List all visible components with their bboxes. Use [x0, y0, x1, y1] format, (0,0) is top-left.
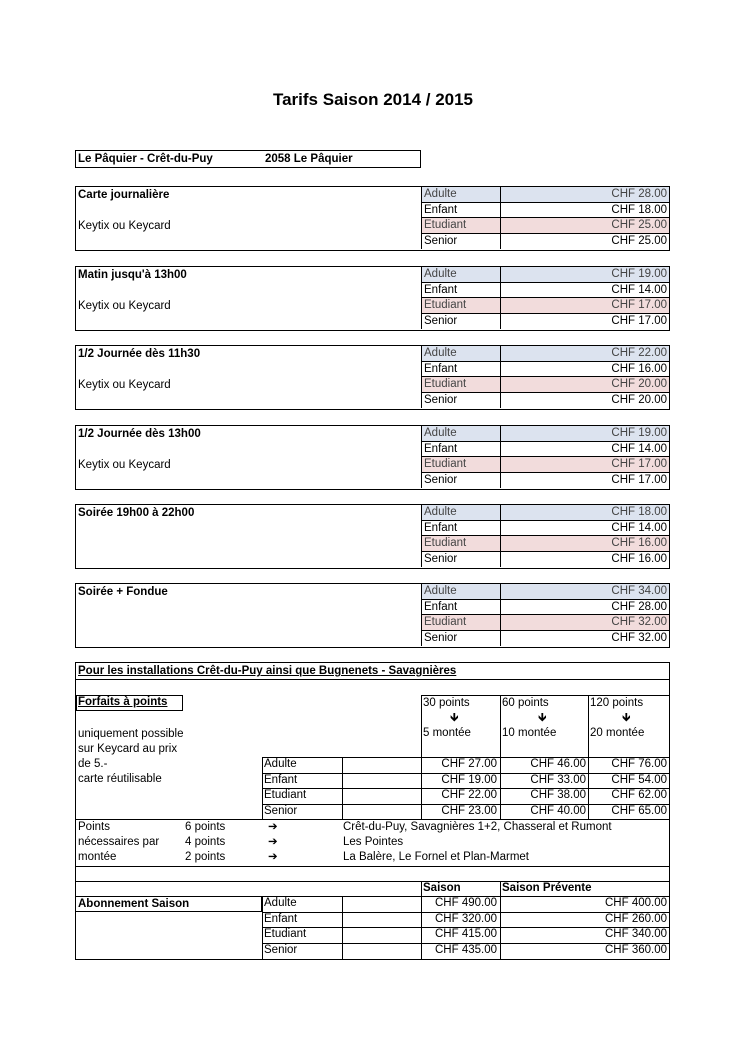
- col-line: [342, 804, 343, 820]
- section-title: 1/2 Journée dès 13h00: [78, 428, 201, 440]
- points-count: 4 points: [185, 836, 226, 848]
- category-cell: Senior: [421, 551, 500, 567]
- category-cell: Senior: [421, 392, 500, 408]
- col-head-120-montee: 20 montée: [590, 727, 645, 739]
- price-cell: CHF 17.00: [500, 313, 669, 329]
- abo-category: Senior: [264, 943, 298, 956]
- col-line: [342, 757, 343, 773]
- price-cell: CHF 14.00: [500, 520, 669, 536]
- abo-category: Etudiant: [264, 928, 307, 940]
- points-label-2: nécessaires par: [78, 836, 160, 848]
- category-cell: Senior: [421, 630, 500, 646]
- points-lifts: Les Pointes: [343, 836, 404, 848]
- col-line: [262, 912, 263, 928]
- price-cell: CHF 25.00: [500, 217, 669, 233]
- category-cell: Enfant: [421, 441, 500, 457]
- location-name: Le Pâquier - Crêt-du-Puy: [78, 153, 213, 165]
- abo-price-saison: CHF 490.00: [434, 897, 497, 909]
- forfait-price-60: CHF 46.00: [530, 758, 586, 770]
- price-cell: CHF 20.00: [500, 392, 669, 408]
- forfait-price-120: CHF 65.00: [611, 804, 667, 817]
- points-label-3: montée: [78, 851, 117, 863]
- col-line: [342, 927, 343, 943]
- category-cell: Etudiant: [421, 535, 500, 551]
- abo-price-prevente: CHF 360.00: [604, 943, 667, 956]
- arrow-down-icon: 🡻: [538, 710, 547, 724]
- price-cell: CHF 17.00: [500, 472, 669, 488]
- forfait-category: Adulte: [264, 758, 297, 770]
- points-count: 6 points: [185, 821, 226, 833]
- price-cell: CHF 19.00: [500, 266, 669, 282]
- category-cell: Etudiant: [421, 376, 500, 392]
- col-line: [342, 788, 343, 804]
- section-subtitle: Keytix ou Keycard: [78, 379, 171, 391]
- category-cell: Adulte: [421, 583, 500, 599]
- arrow-down-icon: 🡻: [450, 710, 459, 724]
- forfait-price-30: CHF 27.00: [441, 758, 497, 770]
- category-cell: Adulte: [421, 186, 500, 202]
- price-cell: CHF 32.00: [500, 614, 669, 630]
- col-line: [262, 757, 263, 773]
- forfait-price-60: CHF 33.00: [530, 773, 586, 786]
- col-line: [262, 943, 263, 959]
- category-cell: Adulte: [421, 504, 500, 520]
- col-line: [342, 896, 343, 912]
- category-cell: Adulte: [421, 425, 500, 441]
- forfait-price-60: CHF 40.00: [530, 804, 586, 817]
- section-subtitle: Keytix ou Keycard: [78, 300, 171, 312]
- points-lifts: La Balère, Le Fornel et Plan-Marmet: [343, 851, 530, 863]
- forfaits-title: Forfaits à points: [78, 696, 168, 708]
- col-line: [342, 773, 343, 789]
- price-cell: CHF 25.00: [500, 233, 669, 249]
- price-cell: CHF 18.00: [500, 504, 669, 520]
- category-cell: Enfant: [421, 520, 500, 536]
- col-line: [342, 912, 343, 928]
- category-cell: Etudiant: [421, 456, 500, 472]
- points-lifts: Crêt-du-Puy, Savagnières 1+2, Chasseral et Rumont: [343, 821, 612, 833]
- col-head-30-montee: 5 montée: [423, 727, 471, 739]
- col-line: [262, 788, 263, 804]
- category-cell: Senior: [421, 233, 500, 249]
- abo-price-saison: CHF 435.00: [434, 943, 497, 956]
- abo-category: Enfant: [264, 912, 298, 925]
- abo-price-prevente: CHF 340.00: [604, 928, 667, 940]
- price-cell: CHF 16.00: [500, 535, 669, 551]
- price-cell: CHF 32.00: [500, 630, 669, 646]
- abo-head-prevente: Saison Prévente: [502, 882, 592, 894]
- category-cell: Etudiant: [421, 217, 500, 233]
- abo-price-saison: CHF 320.00: [434, 912, 497, 925]
- section-title: Carte journalière: [78, 189, 170, 201]
- forfait-note-1: uniquement possible: [78, 728, 184, 740]
- forfait-price-30: CHF 23.00: [441, 804, 497, 817]
- section-title: 1/2 Journée dès 11h30: [78, 348, 201, 360]
- price-cell: CHF 28.00: [500, 599, 669, 615]
- price-cell: CHF 16.00: [500, 551, 669, 567]
- abo-price-saison: CHF 415.00: [434, 928, 497, 940]
- forfait-note-4: carte réutilisable: [78, 773, 162, 785]
- category-cell: Etudiant: [421, 614, 500, 630]
- divider: [75, 679, 669, 680]
- arrow-right-icon: ➔: [268, 836, 278, 848]
- col-head-120-points: 120 points: [590, 697, 644, 709]
- price-cell: CHF 17.00: [500, 297, 669, 313]
- col-line: [262, 773, 263, 789]
- forfait-price-120: CHF 54.00: [611, 773, 667, 786]
- forfait-price-120: CHF 62.00: [611, 789, 667, 801]
- category-cell: Adulte: [421, 345, 500, 361]
- section-subtitle: Keytix ou Keycard: [78, 220, 171, 232]
- forfait-category: Etudiant: [264, 789, 307, 801]
- forfait-price-30: CHF 19.00: [441, 773, 497, 786]
- category-cell: Senior: [421, 472, 500, 488]
- forfait-price-120: CHF 76.00: [611, 758, 667, 770]
- forfait-category: Enfant: [264, 773, 298, 786]
- arrow-right-icon: ➔: [268, 851, 278, 863]
- price-cell: CHF 28.00: [500, 186, 669, 202]
- price-cell: CHF 18.00: [500, 202, 669, 218]
- price-cell: CHF 16.00: [500, 361, 669, 377]
- price-cell: CHF 17.00: [500, 456, 669, 472]
- category-cell: Enfant: [421, 282, 500, 298]
- abo-head-saison: Saison: [423, 882, 461, 894]
- forfait-note-2: sur Keycard au prix: [78, 743, 178, 755]
- arrow-right-icon: ➔: [268, 821, 278, 833]
- forfait-price-30: CHF 22.00: [441, 789, 497, 801]
- price-cell: CHF 34.00: [500, 583, 669, 599]
- category-cell: Senior: [421, 313, 500, 329]
- points-label-1: Points: [78, 821, 110, 833]
- price-cell: CHF 20.00: [500, 376, 669, 392]
- forfait-category: Senior: [264, 804, 298, 817]
- category-cell: Enfant: [421, 202, 500, 218]
- forfait-note-3: de 5.-: [78, 758, 108, 770]
- category-cell: Enfant: [421, 599, 500, 615]
- forfait-price-60: CHF 38.00: [530, 789, 586, 801]
- col-line: [262, 927, 263, 943]
- section-title: Soirée + Fondue: [78, 586, 168, 598]
- price-cell: CHF 19.00: [500, 425, 669, 441]
- abo-price-prevente: CHF 260.00: [604, 912, 667, 925]
- page-title: Tarifs Saison 2014 / 2015: [272, 90, 474, 109]
- col-head-60-points: 60 points: [502, 697, 549, 709]
- category-cell: Adulte: [421, 266, 500, 282]
- col-line: [262, 804, 263, 820]
- section-title: Soirée 19h00 à 22h00: [78, 507, 195, 519]
- installations-title: Pour les installations Crêt-du-Puy ainsi que Bugnenets - Savagnières: [78, 665, 457, 677]
- col-head-30-points: 30 points: [423, 697, 470, 709]
- abo-price-prevente: CHF 400.00: [604, 897, 667, 909]
- points-count: 2 points: [185, 851, 226, 863]
- section-title: Matin jusqu'à 13h00: [78, 269, 187, 281]
- price-cell: CHF 22.00: [500, 345, 669, 361]
- abo-title: Abonnement Saison: [78, 898, 190, 910]
- arrow-down-icon: 🡻: [622, 710, 631, 724]
- section-subtitle: Keytix ou Keycard: [78, 459, 171, 471]
- category-cell: Etudiant: [421, 297, 500, 313]
- divider: [75, 866, 669, 867]
- category-cell: Enfant: [421, 361, 500, 377]
- price-cell: CHF 14.00: [500, 441, 669, 457]
- col-head-60-montee: 10 montée: [502, 727, 557, 739]
- price-cell: CHF 14.00: [500, 282, 669, 298]
- abo-category: Adulte: [264, 897, 297, 909]
- location-address: 2058 Le Pâquier: [265, 153, 353, 165]
- col-line: [342, 943, 343, 959]
- col-line: [262, 896, 263, 912]
